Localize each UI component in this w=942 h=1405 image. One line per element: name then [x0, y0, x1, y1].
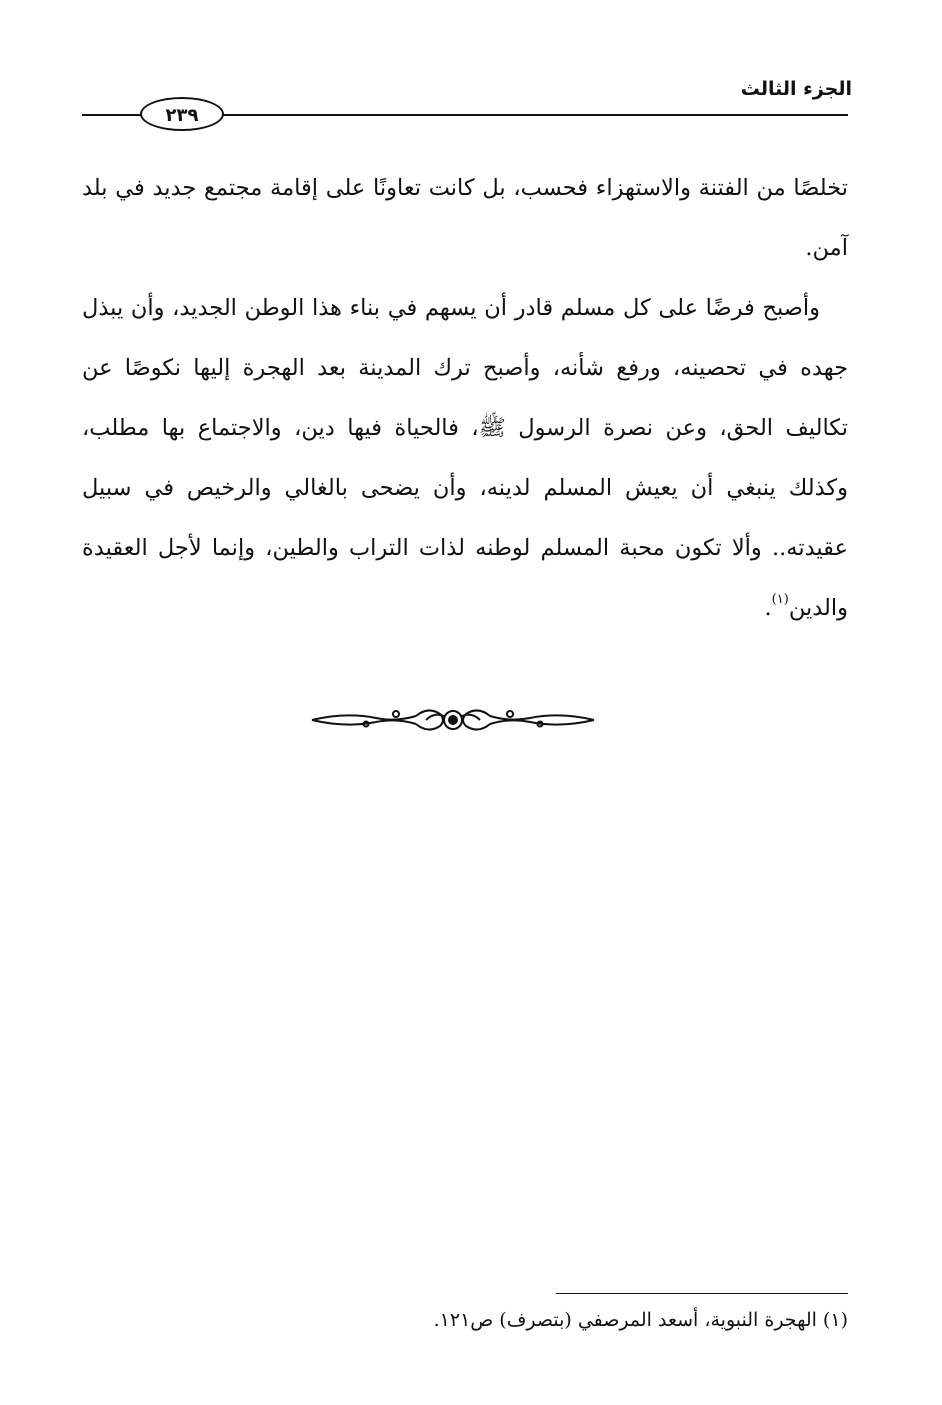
- paragraph-2-end: .: [764, 595, 772, 621]
- ornament-divider-icon: [306, 702, 600, 738]
- footnote-reference[interactable]: (١): [771, 592, 789, 607]
- footnote: (١) الهجرة النبوية، أسعد المرصفي (بتصرف) ص١٢١.: [433, 1309, 848, 1331]
- body-text: [82, 158, 848, 642]
- paragraph-2-text: وأصبح فرضًا على كل مسلم قادر أن يسهم في بناء هذا الوطن الجديد، وأن يبذل جهده في تحصينه، ورفع شأنه، وأصبح ترك المدينة بعد الهجرة إليها نكوصًا عن تكاليف الحق، وعن نصرة الرسول ﷺ، فالحياة فيها دين، والاجتماع بها مطلب، وكذلك ينبغي أن يعيش المسلم لدينه، وأن يضحى بالغالي والرخيص في سبيل عقيدته.. وألا تكون محبة المسلم لوطنه لذات التراب والطين، وإنما لأجل العقيدة والدين: [82, 295, 848, 621]
- page-number: ٢٣٩: [140, 97, 224, 131]
- running-title: الجزء الثالث: [740, 78, 852, 100]
- paragraph-1: تخلصًا من الفتنة والاستهزاء فحسب، بل كانت تعاونًا على إقامة مجتمع جديد في بلد آمن.: [82, 175, 848, 261]
- footnote-rule: [556, 1293, 848, 1294]
- paragraph-2: [82, 278, 848, 642]
